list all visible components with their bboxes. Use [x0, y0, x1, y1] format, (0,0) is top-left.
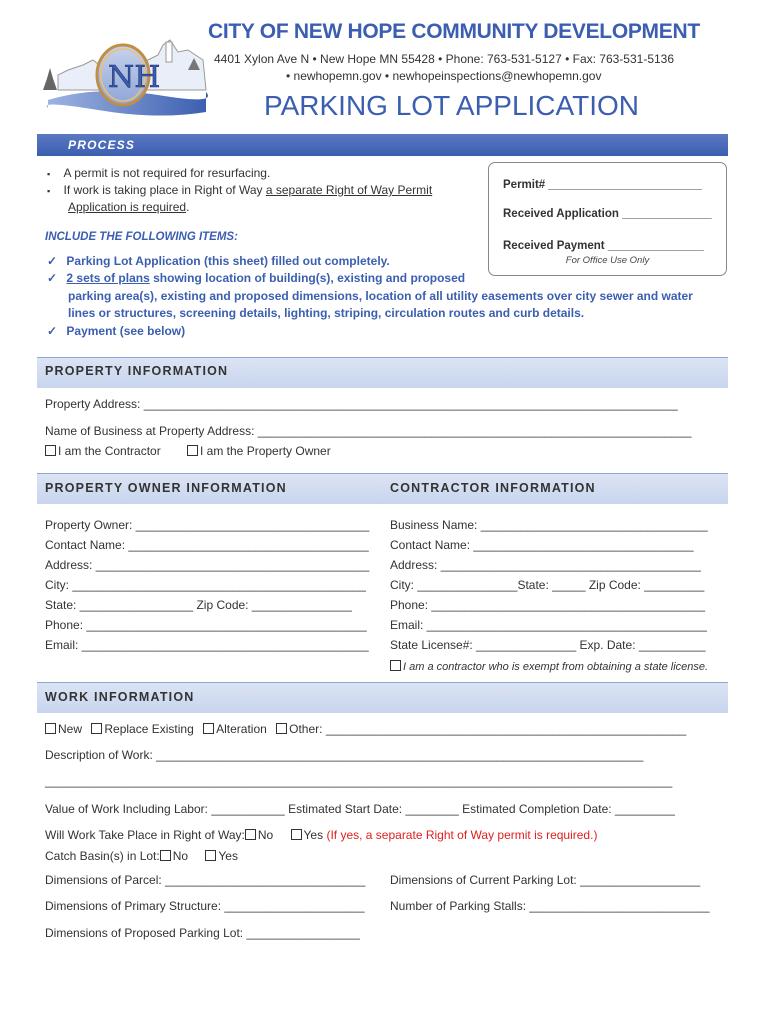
- work-type-options: [45, 722, 686, 736]
- bullet-icon: ▪: [47, 186, 51, 196]
- logo-letters: NH: [108, 60, 161, 95]
- checkbox-icon: [276, 723, 287, 734]
- contractor-contact-name-field[interactable]: Contact Name: _________________________________: [390, 538, 694, 552]
- checkbox-icon: [160, 850, 171, 861]
- contractor-city-state-zip-field[interactable]: City: _______________State: _____ Zip Code: _________: [390, 578, 705, 592]
- owner-address-field[interactable]: Address: _________________________________________: [45, 558, 370, 572]
- checkbox-icon: [91, 723, 102, 734]
- org-address: 4401 Xylon Ave N • New Hope MN 55428 • Phone: 763-531-5127 • Fax: 763-531-5136: [214, 52, 675, 66]
- include-item-2-line3: lines or structures, screening details, lighting, striping, circulation routes and curb details.: [68, 306, 585, 320]
- exempt-checkbox[interactable]: I am a contractor who is exempt from obtaining a state license.: [390, 660, 708, 673]
- contractor-address-field[interactable]: Address: _______________________________________: [390, 558, 701, 572]
- checkbox-icon: [291, 829, 302, 840]
- right-of-way-no-checkbox[interactable]: No: [245, 828, 273, 842]
- other-checkbox[interactable]: Other:: [276, 722, 326, 736]
- other-field[interactable]: ______________________________________________________: [325, 722, 687, 736]
- application-title: PARKING LOT APPLICATION: [264, 90, 639, 121]
- process-bullet-2-cont: Application is required.: [68, 200, 190, 214]
- value-dates-field[interactable]: Value of Work Including Labor: ___________ Estimated Start Date: ________ Estimated Completion Date: _________: [45, 802, 675, 816]
- checkbox-icon: [45, 445, 56, 456]
- work-label: WORK INFORMATION: [45, 690, 195, 704]
- dimensions-proposed-lot-field[interactable]: Dimensions of Proposed Parking Lot: _________________: [45, 926, 360, 940]
- catch-basin-yes-checkbox[interactable]: Yes: [205, 849, 238, 863]
- include-item-1: ✓ Parking Lot Application (this sheet) filled out completely.: [47, 254, 390, 268]
- checkbox-icon: [205, 850, 216, 861]
- owner-label: PROPERTY OWNER INFORMATION: [45, 481, 287, 495]
- property-address-field[interactable]: Property Address: ________________________________________________________________________________: [45, 397, 678, 411]
- business-name-field[interactable]: Name of Business at Property Address: _________________________________________________________________: [45, 424, 692, 438]
- owner-checkbox[interactable]: I am the Property Owner: [187, 444, 331, 458]
- city-logo: [38, 30, 208, 120]
- property-label: PROPERTY INFORMATION: [45, 364, 229, 378]
- office-use-note: For Office Use Only: [565, 255, 650, 266]
- owner-phone-field[interactable]: Phone: __________________________________________: [45, 618, 367, 632]
- owner-city-field[interactable]: City: ____________________________________________: [45, 578, 366, 592]
- parking-stalls-field[interactable]: Number of Parking Stalls: ___________________________: [390, 899, 710, 913]
- alteration-checkbox[interactable]: Alteration: [203, 722, 267, 736]
- process-bullet-2: ▪ If work is taking place in Right of Way a separate Right of Way Permit: [47, 183, 433, 197]
- process-band: [37, 134, 728, 156]
- include-label: INCLUDE THE FOLLOWING ITEMS:: [45, 231, 238, 243]
- contractor-business-name-field[interactable]: Business Name: __________________________________: [390, 518, 708, 532]
- process-bullet-1: ▪ A permit is not required for resurfacing.: [47, 166, 271, 180]
- checkbox-icon: [45, 723, 56, 734]
- owner-contact-name-field[interactable]: Contact Name: ____________________________________: [45, 538, 369, 552]
- contractor-label: CONTRACTOR INFORMATION: [390, 481, 596, 495]
- org-web: • newhopemn.gov • newhopeinspections@newhopemn.gov: [286, 69, 602, 83]
- contractor-phone-field[interactable]: Phone: _________________________________________: [390, 598, 705, 612]
- include-item-2-line2: parking area(s), existing and proposed dimensions, location of all utility easements over city sewer and water: [68, 289, 693, 303]
- right-of-way-note: (If yes, a separate Right of Way permit is required.): [323, 828, 598, 842]
- bullet-icon: ▪: [47, 169, 51, 179]
- check-icon: ✓: [47, 324, 58, 338]
- new-checkbox[interactable]: New: [45, 722, 82, 736]
- replace-existing-checkbox[interactable]: Replace Existing: [91, 722, 193, 736]
- owner-property-owner-field[interactable]: Property Owner: ___________________________________: [45, 518, 370, 532]
- include-item-2: ✓ 2 sets of plans showing location of building(s), existing and proposed: [47, 271, 466, 285]
- permit-number: Permit# ________________________: [503, 179, 702, 191]
- description-field-line2[interactable]: ______________________________________________________________________________________________: [45, 774, 673, 788]
- checkbox-icon: [203, 723, 214, 734]
- process-label: PROCESS: [68, 138, 136, 152]
- check-icon: ✓: [47, 271, 58, 285]
- include-item-3: ✓ Payment (see below): [47, 324, 186, 338]
- office-use-box: [488, 162, 727, 276]
- org-title: CITY OF NEW HOPE COMMUNITY DEVELOPMENT: [208, 20, 700, 43]
- contractor-license-field[interactable]: State License#: _______________ Exp. Date: __________: [390, 638, 706, 652]
- right-of-way-yes-checkbox[interactable]: Yes: [291, 828, 324, 842]
- contractor-checkbox[interactable]: I am the Contractor: [45, 444, 161, 458]
- description-field[interactable]: Description of Work: _________________________________________________________________________: [45, 748, 644, 762]
- right-of-way-row: Will Work Take Place in Right of Way: No Yes (If yes, a separate Right of Way permit is required.): [45, 828, 598, 842]
- checkbox-icon: [187, 445, 198, 456]
- checkbox-icon: [390, 660, 401, 671]
- received-application: Received Application ______________: [503, 208, 712, 220]
- catch-basin-row: Catch Basin(s) in Lot: No Yes: [45, 849, 238, 863]
- dimensions-parcel-field[interactable]: Dimensions of Parcel: ______________________________: [45, 873, 366, 887]
- dimensions-current-lot-field[interactable]: Dimensions of Current Parking Lot: __________________: [390, 873, 701, 887]
- dimensions-primary-structure-field[interactable]: Dimensions of Primary Structure: _____________________: [45, 899, 365, 913]
- received-payment: Received Payment _______________: [503, 240, 704, 252]
- contractor-email-field[interactable]: Email: __________________________________________: [390, 618, 707, 632]
- catch-basin-no-checkbox[interactable]: No: [160, 849, 188, 863]
- owner-state-zip-field[interactable]: State: _________________ Zip Code: _______________: [45, 598, 352, 612]
- owner-email-field[interactable]: Email: ___________________________________________: [45, 638, 369, 652]
- check-icon: ✓: [47, 254, 58, 268]
- checkbox-icon: [245, 829, 256, 840]
